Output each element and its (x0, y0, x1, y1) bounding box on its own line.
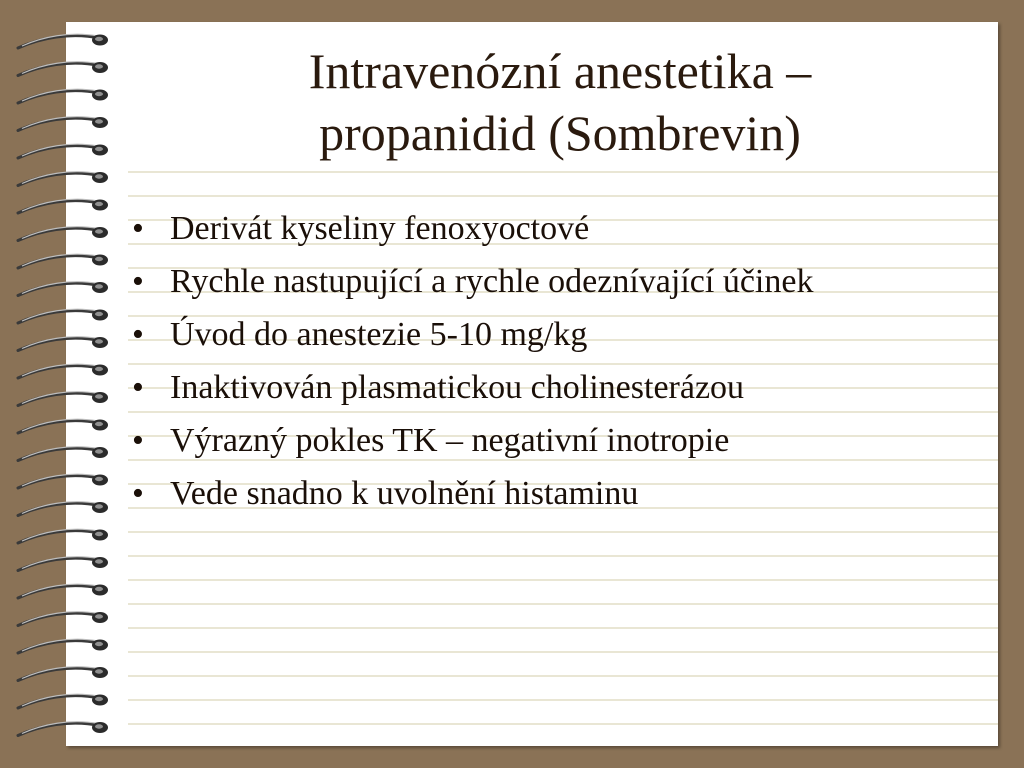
bullet-dot: • (132, 263, 144, 300)
bullet-dot: • (132, 210, 144, 247)
bullet-item (128, 261, 988, 302)
bullet-dot: • (132, 316, 144, 353)
bullet-item (128, 208, 988, 249)
bullet-text: Vede snadno k uvolnění histaminu (170, 475, 639, 512)
bullet-item (128, 420, 988, 461)
bullet-item (128, 473, 988, 514)
slide-title (130, 40, 990, 164)
bullet-item (128, 314, 988, 355)
bullet-text: Výrazný pokles TK – negativní inotropie (170, 422, 730, 459)
bullet-dot: • (132, 475, 144, 512)
bullet-item (128, 367, 988, 408)
bullet-dot: • (132, 369, 144, 406)
bullet-text: Rychle nastupující a rychle odeznívající účinek (170, 263, 814, 300)
title-line-1: Intravenózní anestetika – (308, 43, 812, 99)
title-line-2: propanidid (Sombrevin) (319, 105, 801, 161)
bullet-text: Derivát kyseliny fenoxyoctové (170, 210, 590, 247)
bullet-list (128, 208, 988, 526)
bullet-text: Úvod do anestezie 5-10 mg/kg (170, 316, 588, 353)
bullet-text: Inaktivován plasmatickou cholinesterázou (170, 369, 745, 406)
bullet-dot: • (132, 422, 144, 459)
